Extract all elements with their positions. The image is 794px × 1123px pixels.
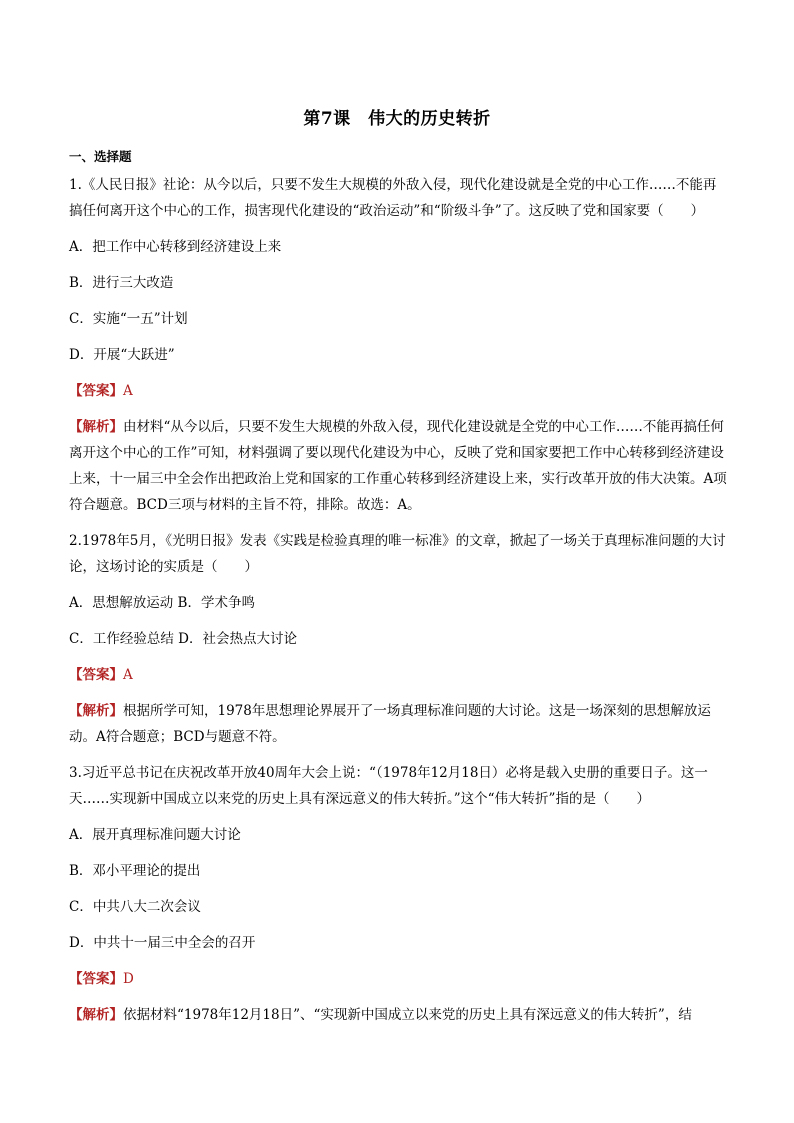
answer-tag: 【答案】 xyxy=(69,667,123,683)
question-option: C．工作经验总结 D．社会热点大讨论 xyxy=(69,631,297,647)
question-option: C．实施“一五”计划 xyxy=(69,311,188,327)
answer-value: A xyxy=(123,383,133,399)
question-option: D．中共十一届三中全会的召开 xyxy=(69,935,256,951)
question-option: C．中共八大二次会议 xyxy=(69,899,201,915)
section-heading: 一、选择题 xyxy=(69,149,132,164)
answer-line xyxy=(69,662,729,688)
explanation-text: 根据所学可知，1978年思想理论界展开了一场真理标准问题的大讨论。这是一场深刻的思想解放运动。A符合题意；BCD与题意不符。 xyxy=(69,703,711,745)
question-block xyxy=(69,760,729,1028)
question-block xyxy=(69,528,729,750)
question-stem: 2.1978年5月，《光明日报》发表《实践是检验真理的唯一标准》的文章，掀起了一场关于真理标准问题的大讨论，这场讨论的实质是（ ） xyxy=(69,533,726,575)
question-block xyxy=(69,172,729,518)
question-option: D．开展“大跃进” xyxy=(69,347,175,363)
answer-value: A xyxy=(123,667,133,683)
question-list xyxy=(69,172,729,1038)
explanation-line xyxy=(69,1002,729,1028)
answer-value: D xyxy=(123,971,134,987)
question-option: B．进行三大改造 xyxy=(69,275,174,291)
explanation-text: 由材料“从今以后，只要不发生大规模的外敌入侵，现代化建设就是全党的中心工作……不能再搞任何离开这个中心的工作”可知，材料强调了要以现代化建设为中心，反映了党和国家要把工作中心转移到经济建设上来，十一届三中全会作出把政治上党和国家的工作重心转移到经济建设上来，实行改革开放的伟大决策。A项符合题意。BCD三项与材料的主旨不符，排除。故选：A。 xyxy=(69,419,727,513)
question-option: A．把工作中心转移到经济建设上来 xyxy=(69,239,282,255)
explanation-text: 依据材料“1978年12月18日”、“实现新中国成立以来党的历史上具有深远意义的伟大转折”，结 xyxy=(123,1007,692,1023)
answer-line xyxy=(69,378,729,404)
answer-tag: 【答案】 xyxy=(69,971,123,987)
explanation-tag: 【解析】 xyxy=(69,419,123,435)
explanation-tag: 【解析】 xyxy=(69,1007,123,1023)
answer-line xyxy=(69,966,729,992)
explanation-line xyxy=(69,698,729,750)
question-stem: 3.习近平总书记在庆祝改革开放40周年大会上说：“（1978年12月18日）必将是载入史册的重要日子。这一天……实现新中国成立以来党的历史上具有深远意义的伟大转折。”这个“伟大转折”指的是（ ） xyxy=(69,765,708,807)
answer-tag: 【答案】 xyxy=(69,383,123,399)
question-stem: 1.《人民日报》社论：从今以后，只要不发生大规模的外敌入侵，现代化建设就是全党的中心工作……不能再搞任何离开这个中心的工作，损害现代化建设的“政治运动”和“阶级斗争”了。这反映了党和国家要（ ） xyxy=(69,177,717,219)
question-option: A．思想解放运动 B．学术争鸣 xyxy=(69,595,255,611)
page-title: 第7课 伟大的历史转折 xyxy=(303,109,491,129)
question-option: A．展开真理标准问题大讨论 xyxy=(69,827,241,843)
explanation-line xyxy=(69,414,729,518)
explanation-tag: 【解析】 xyxy=(69,703,123,719)
question-option: B．邓小平理论的提出 xyxy=(69,863,201,879)
